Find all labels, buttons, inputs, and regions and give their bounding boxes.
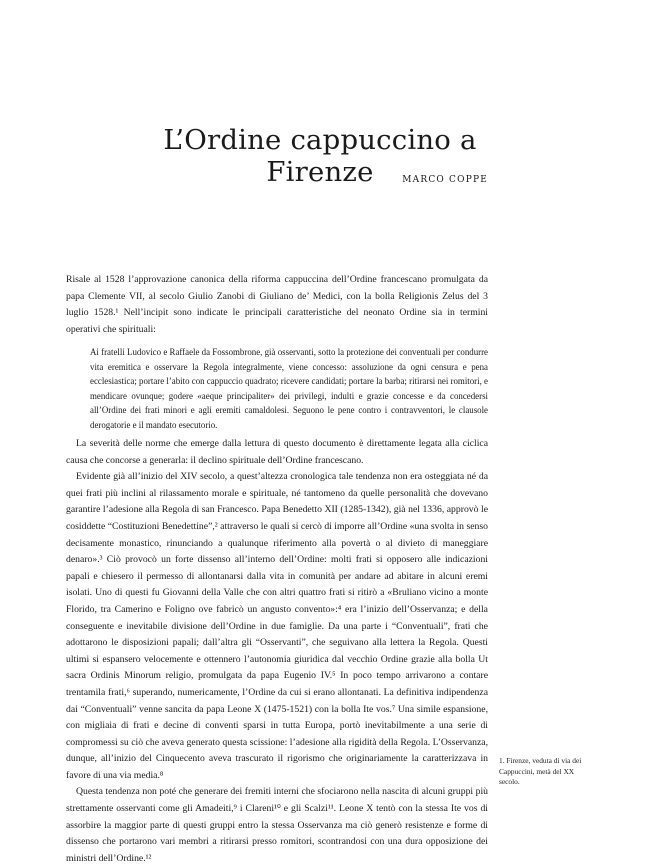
quote-block: Ai fratelli Ludovico e Raffaele da Fossombrone, già osservanti, sotto la protezione dei conventuali per condurre vita eremitica e osservare la Regola integralmente, viene concesso: assoluzione da ogni censura e pena ecclesiastica; portare l’abito con cappuccio quadrato; ricevere candidati; portare la barba; ritirarsi nei romitori, e mendicare ovunque; godere «aeque principaliter» dei privilegi, indulti e grazie concesse e da concedersi all’Ordine dei frati minori e agli eremiti camaldolesi. Seguono le pene contro i contravventori, le clausole derogatorie e il mandato esecutorio.	[90, 347, 488, 430]
body-paragraph: Evidente già all’inizio del XIV secolo, a quest’altezza cronologica tale tendenza non era osteggiata né da quei frati più inclini al rilassamento morale e spirituale, né tantomeno da quelle personalità che dovevano garantire l’adesione alla Regola di san Francesco. Papa Benedetto XII (1285-1342), già nel 1336, approvò le cosiddette “Costituzioni Benedettine”,² attraverso le quali si cercò di imporre all’Ordine «una svolta in senso decisamente monastico, rinunciando a qualunque riferimento alla povertà o al divieto di maneggiare denaro».³ Ciò provocò un forte dissenso all’interno dell’Ordine: molti frati si opposero alle indicazioni papali e chiesero il permesso di allontanarsi dalla vita in comunità per andare ad abitare in alcuni eremi isolati. Uno di questi fu Giovanni della Valle che con altri quattro frati si ritirò a «Bruliano vicino a monte Florido, tra Camerino e Foligno ove fabricò un angusto convento»:⁴ era l’inizio dell’Osservanza; e della conseguente e inevitabile divisione dell’Ordine in due famiglie. Da una parte i “Conventuali”, frati che adottarono le disposizioni papali; dall’altra gli “Osservanti”, che seguivano alla lettera la Regola. Questi ultimi si espansero velocemente e ottennero l’autonomia giuridica dal vecchio Ordine grazie alla bolla Ut sacra Ordinis Minorum religio, promulgata da papa Eugenio IV.⁵ In poco tempo arrivarono a contare trentamila frati,⁶ superando, numericamente, l’Ordine da cui si erano allontanati. La definitiva indipendenza dai “Conventuali” venne sancita da papa Leone X (1475-1521) con la bolla Ite vos.⁷ Una simile espansione, con migliaia di frati e decine di conventi sparsi in tutta Europa, portò inevitabilmente a una serie di compromessi su ciò che aveva generato questa scissione: l’adesione alla rigidità della Regola. L’Osservanza, dunque, all’inizio del Cinquecento aveva trascurato il rigorismo che originariamente la caratterizzava in favore di una via media.⁸	[66, 471, 488, 781]
body-paragraph: Questa tendenza non poté che generare dei fremiti interni che sfociarono nella nascita di alcuni gruppi più strettamente osservanti come gli Amadeiti,⁹ i Clareni¹⁰ e gli Scalzi¹¹. Leone X tentò con la stessa Ite vos di assorbire la maggior parte di questi gruppi entro la stessa Osservanza ma ciò generò resistenze e forme di dissenso che portarono vari membri a ritirarsi presso romitori, scontrandosi con una dura opposizione dei ministri dell’Ordine.¹²	[66, 786, 488, 864]
figure-caption: 1. Firenze, veduta di via dei Cappuccini, metà del XX secolo.	[499, 756, 582, 787]
body-paragraph: La severità delle norme che emerge dalla lettura di questo documento è direttamente legata alla ciclica causa che concorse a generarla: il declino spirituale dell’Ordine francescano.	[66, 438, 488, 466]
article-title: L’Ordine cappuccino a Firenze	[163, 124, 477, 188]
intro-paragraph: Risale al 1528 l’approvazione canonica della riforma cappuccina dell’Ordine francescano promulgata da papa Clemente VII, al secolo Giulio Zanobi di Giuliano de’ Medici, con la bolla Religionis Zelus del 3 luglio 1528.¹ Nell’incipit sono indicate le principali caratteristiche del neonato Ordine sia in termini operativi che spirituali:	[66, 274, 488, 335]
author-name: MARCO COPPE	[402, 175, 488, 185]
body-text	[66, 436, 488, 867]
